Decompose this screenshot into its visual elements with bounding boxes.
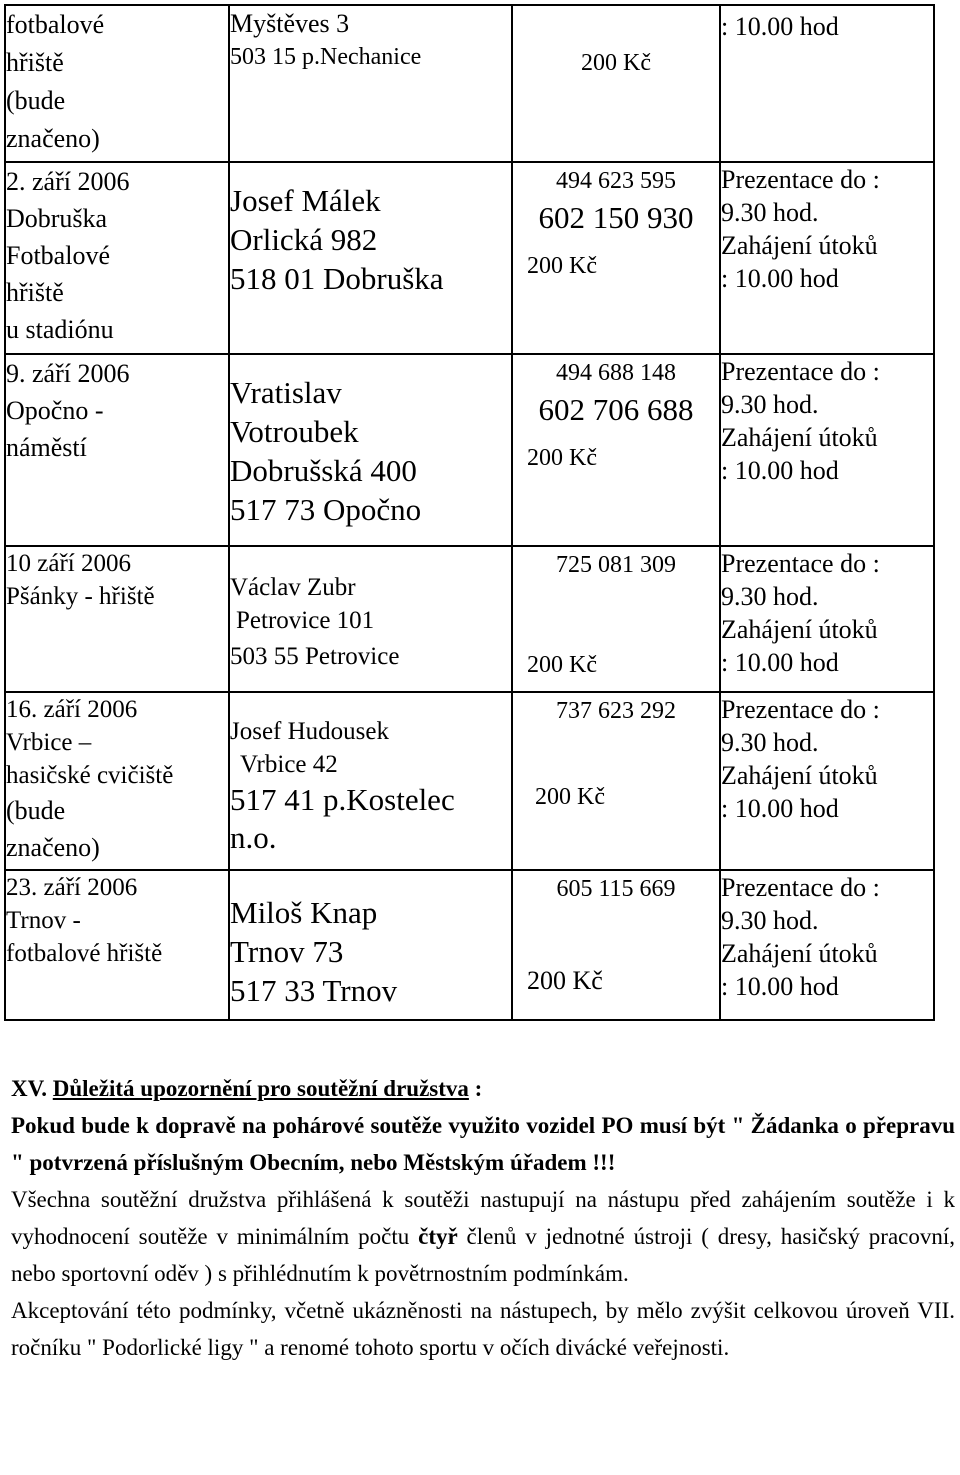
table-row — [5, 546, 934, 692]
schedule-table — [4, 4, 935, 1021]
fee-text: 200 Kč — [527, 253, 597, 279]
contact-cell — [229, 162, 512, 354]
acceptance-paragraph: Akceptování této podmínky, včetně ukázněnosti na nástupech, by mělo zvýšit celkovou úroveň VII. ročníku " Podorlické ligy " a renomé tohoto sportu v očích divácké veřejnosti. — [11, 1298, 955, 1360]
time-line: 9.30 hod. — [721, 906, 819, 935]
contact-line: Josef Hudousek — [230, 718, 390, 745]
fee-text: 200 Kč — [535, 784, 605, 810]
contact-cell — [229, 692, 512, 870]
fee-text: 200 Kč — [527, 966, 603, 995]
venue-cell — [5, 354, 229, 546]
lineup-rules-paragraph — [11, 1181, 955, 1292]
section-title-colon: : — [468, 1076, 483, 1101]
time-cell — [720, 546, 934, 692]
contact-cell — [229, 5, 512, 162]
phone-line: 494 623 595 — [556, 168, 676, 194]
table-row — [5, 5, 934, 162]
time-line: Prezentace do : — [721, 165, 880, 194]
contact-line: Václav Zubr — [230, 574, 356, 601]
time-line: Prezentace do : — [721, 873, 880, 902]
date-text: 2. září 2006 — [6, 167, 130, 196]
time-line: 9.30 hod. — [721, 198, 819, 227]
contact-line: 517 41 p.Kostelec — [230, 782, 455, 817]
phone-line: 737 623 292 — [556, 698, 676, 724]
table-row — [5, 162, 934, 354]
time-line: : 10.00 hod — [721, 648, 839, 677]
time-line: Prezentace do : — [721, 549, 880, 578]
venue-line: hřiště — [6, 48, 64, 77]
phone-cell — [512, 546, 720, 692]
contact-line: 503 15 p.Nechanice — [230, 44, 422, 70]
table-row — [5, 870, 934, 1020]
venue-line: (bude — [6, 796, 66, 825]
table-row — [5, 354, 934, 546]
contact-line: Trnov 73 — [230, 934, 344, 969]
date-text: 9. září 2006 — [6, 359, 130, 388]
time-cell — [720, 5, 934, 162]
time-cell — [720, 354, 934, 546]
contact-line: Vratislav — [230, 375, 342, 410]
contact-line: Votroubek — [230, 414, 359, 449]
contact-line: Josef Málek — [230, 183, 381, 218]
phone-cell — [512, 870, 720, 1020]
time-line: Zahájení útoků — [721, 231, 878, 260]
contact-line: n.o. — [230, 820, 277, 855]
venue-line: fotbalové hřiště — [6, 940, 163, 967]
venue-line: Trnov - — [6, 907, 81, 934]
venue-cell — [5, 162, 229, 354]
time-line: 9.30 hod. — [721, 582, 819, 611]
venue-line: náměstí — [6, 433, 87, 462]
contact-line: 517 33 Trnov — [230, 973, 398, 1008]
venue-line: Pšánky - hřiště — [6, 583, 155, 610]
contact-line: 503 55 Petrovice — [230, 643, 400, 670]
venue-line: Dobruška — [6, 204, 108, 233]
important-notes — [11, 1070, 955, 1366]
venue-line: Opočno - — [6, 396, 104, 425]
venue-cell — [5, 5, 229, 162]
venue-line: u stadiónu — [6, 315, 114, 344]
contact-line: Miloš Knap — [230, 895, 378, 930]
contact-cell — [229, 546, 512, 692]
venue-line: Fotbalové — [6, 241, 110, 270]
venue-line: značeno) — [6, 833, 100, 862]
time-line: : 10.00 hod — [721, 972, 839, 1001]
fee-text: 200 Kč — [527, 445, 597, 471]
venue-cell — [5, 870, 229, 1020]
contact-line: 517 73 Opočno — [230, 492, 422, 527]
date-text: 16. září 2006 — [6, 696, 138, 723]
time-cell — [720, 162, 934, 354]
venue-line: fotbalové — [6, 10, 105, 39]
phone-cell — [512, 5, 720, 162]
time-line: 9.30 hod. — [721, 728, 819, 757]
time-line: Zahájení útoků — [721, 615, 878, 644]
venue-line: hasičské cvičiště — [6, 762, 174, 789]
time-line: Prezentace do : — [721, 695, 880, 724]
time-line: : 10.00 hod — [721, 794, 839, 823]
transport-notice: Pokud bude k dopravě na pohárové soutěže využito vozidel PO musí být " Žádanka o přepravu " potvrzená příslušným Obecním, nebo Městským úřadem !!! — [11, 1113, 955, 1175]
date-text: 23. září 2006 — [6, 874, 138, 901]
time-line: Zahájení útoků — [721, 939, 878, 968]
phone-line: 602 150 930 — [538, 200, 694, 235]
contact-line: Orlická 982 — [230, 222, 378, 257]
contact-line: Petrovice 101 — [236, 607, 375, 634]
phone-cell — [512, 692, 720, 870]
phone-line: 602 706 688 — [538, 392, 694, 427]
venue-line: Vrbice – — [6, 729, 92, 756]
time-line: Prezentace do : — [721, 357, 880, 386]
time-line: : 10.00 hod — [721, 12, 839, 41]
contact-cell — [229, 870, 512, 1020]
venue-cell — [5, 546, 229, 692]
phone-line: 494 688 148 — [556, 360, 676, 386]
phone-line: 725 081 309 — [556, 552, 676, 578]
time-line: : 10.00 hod — [721, 264, 839, 293]
time-line: Zahájení útoků — [721, 761, 878, 790]
lineup-rules-text-cont: členů v jednotné ústroji ( dresy, hasičský pracovní, nebo sportovní oděv ) s přihlédnutím k povětrnostním podmínkám. — [11, 1224, 955, 1286]
venue-line: hřiště — [6, 278, 64, 307]
notes-heading — [11, 1070, 955, 1107]
fee-text: 200 Kč — [581, 50, 651, 76]
venue-cell — [5, 692, 229, 870]
contact-line: 518 01 Dobruška — [230, 261, 444, 296]
fee-text: 200 Kč — [527, 652, 597, 678]
section-title: Důležitá upozornění pro soutěžní družstva — [52, 1076, 469, 1101]
phone-line: 605 115 669 — [556, 876, 676, 902]
venue-line: značeno) — [6, 124, 100, 153]
time-line: 9.30 hod. — [721, 390, 819, 419]
date-text: 10 září 2006 — [6, 550, 131, 577]
section-number: XV. — [11, 1076, 48, 1101]
venue-line: (bude — [6, 86, 66, 115]
time-cell — [720, 692, 934, 870]
time-line: Zahájení útoků — [721, 423, 878, 452]
contact-line: Vrbice 42 — [240, 751, 338, 778]
lineup-rules-count: čtyř — [418, 1224, 458, 1249]
contact-line: Dobrušská 400 — [230, 453, 417, 488]
contact-line: Myštěves 3 — [230, 9, 350, 38]
table-row — [5, 692, 934, 870]
lineup-rules-text: Všechna soutěžní družstva přihlášená k soutěži nastupují na nástupu před zahájením soutěže i k vyhodnocení soutěže v minimálním počtu — [11, 1187, 955, 1249]
contact-cell — [229, 354, 512, 546]
phone-cell — [512, 354, 720, 546]
phone-cell — [512, 162, 720, 354]
time-line: : 10.00 hod — [721, 456, 839, 485]
time-cell — [720, 870, 934, 1020]
